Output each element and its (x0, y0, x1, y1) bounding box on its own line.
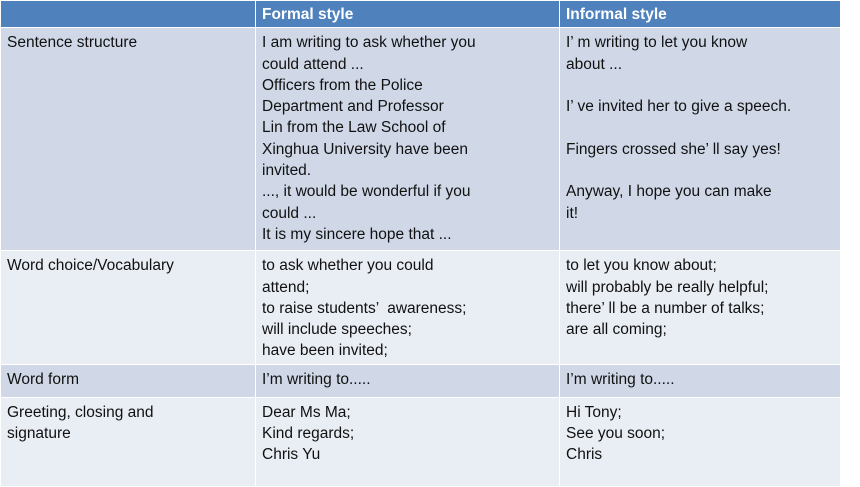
formal-line: I am writing to ask whether you (262, 34, 476, 52)
informal-cell (560, 397, 841, 486)
formal-cell (256, 251, 560, 364)
formal-line: have been invited; (262, 342, 388, 360)
informal-cell (560, 364, 841, 397)
informal-line: to let you know about; (566, 257, 717, 275)
formal-line: Kind regards; (262, 425, 355, 443)
row-label-text: Greeting, closing and (7, 403, 154, 421)
formal-line: I’m writing to..... (262, 370, 371, 388)
informal-line: about ... (566, 55, 623, 73)
formal-line: invited. (262, 162, 312, 180)
informal-line: Chris (566, 446, 603, 464)
row-label-text: Sentence structure (7, 34, 138, 52)
row-label (1, 397, 256, 486)
formal-line: could attend ... (262, 55, 364, 73)
formal-line: ..., it would be wonderful if you (262, 183, 471, 201)
formal-line: Department and Professor (262, 98, 444, 116)
formal-cell (256, 364, 560, 397)
formal-line: to ask whether you could (262, 257, 434, 275)
informal-line: there’ ll be a number of talks; (566, 299, 765, 317)
informal-cell (560, 28, 841, 251)
header-row (1, 1, 841, 28)
informal-cell (560, 251, 841, 364)
row-label (1, 28, 256, 251)
formal-line: will include speeches; (262, 321, 412, 339)
line-gap (566, 160, 834, 181)
formal-line: could ... (262, 204, 317, 222)
formal-cell (256, 28, 560, 251)
formal-line: It is my sincere hope that ... (262, 225, 452, 243)
line-gap (566, 117, 834, 138)
informal-line: it! (566, 204, 579, 222)
formal-line: Lin from the Law School of (262, 119, 446, 137)
formal-line: attend; (262, 278, 310, 296)
row-label-text: signature (7, 425, 71, 443)
informal-line: Anyway, I hope you can make (566, 183, 772, 201)
formal-line: Chris Yu (262, 446, 321, 464)
formal-line: to raise students’ awareness; (262, 299, 467, 317)
table-row-sentence-structure (1, 28, 841, 251)
header-empty (1, 1, 256, 28)
informal-line: I’m writing to..... (566, 370, 675, 388)
row-label-text: Word choice/Vocabulary (7, 257, 174, 275)
informal-line: See you soon; (566, 425, 666, 443)
formal-line: Xinghua University have been (262, 140, 468, 158)
formal-line: Officers from the Police (262, 76, 423, 94)
row-label (1, 251, 256, 364)
header-informal-style: Informal style (560, 1, 841, 28)
informal-line: will probably be really helpful; (566, 278, 769, 296)
informal-line: Hi Tony; (566, 403, 622, 421)
header-formal-style: Formal style (256, 1, 560, 28)
table-row-word-choice (1, 251, 841, 364)
line-gap (566, 75, 834, 96)
informal-line: I’ m writing to let you know (566, 34, 748, 52)
row-label (1, 364, 256, 397)
informal-line: Fingers crossed she’ ll say yes! (566, 140, 781, 158)
table-row-greeting (1, 397, 841, 486)
row-label-text: Word form (7, 370, 80, 388)
formal-cell (256, 397, 560, 486)
table-row-word-form (1, 364, 841, 397)
formal-line: Dear Ms Ma; (262, 403, 351, 421)
informal-line: are all coming; (566, 321, 667, 339)
informal-line: I’ ve invited her to give a speech. (566, 98, 792, 116)
